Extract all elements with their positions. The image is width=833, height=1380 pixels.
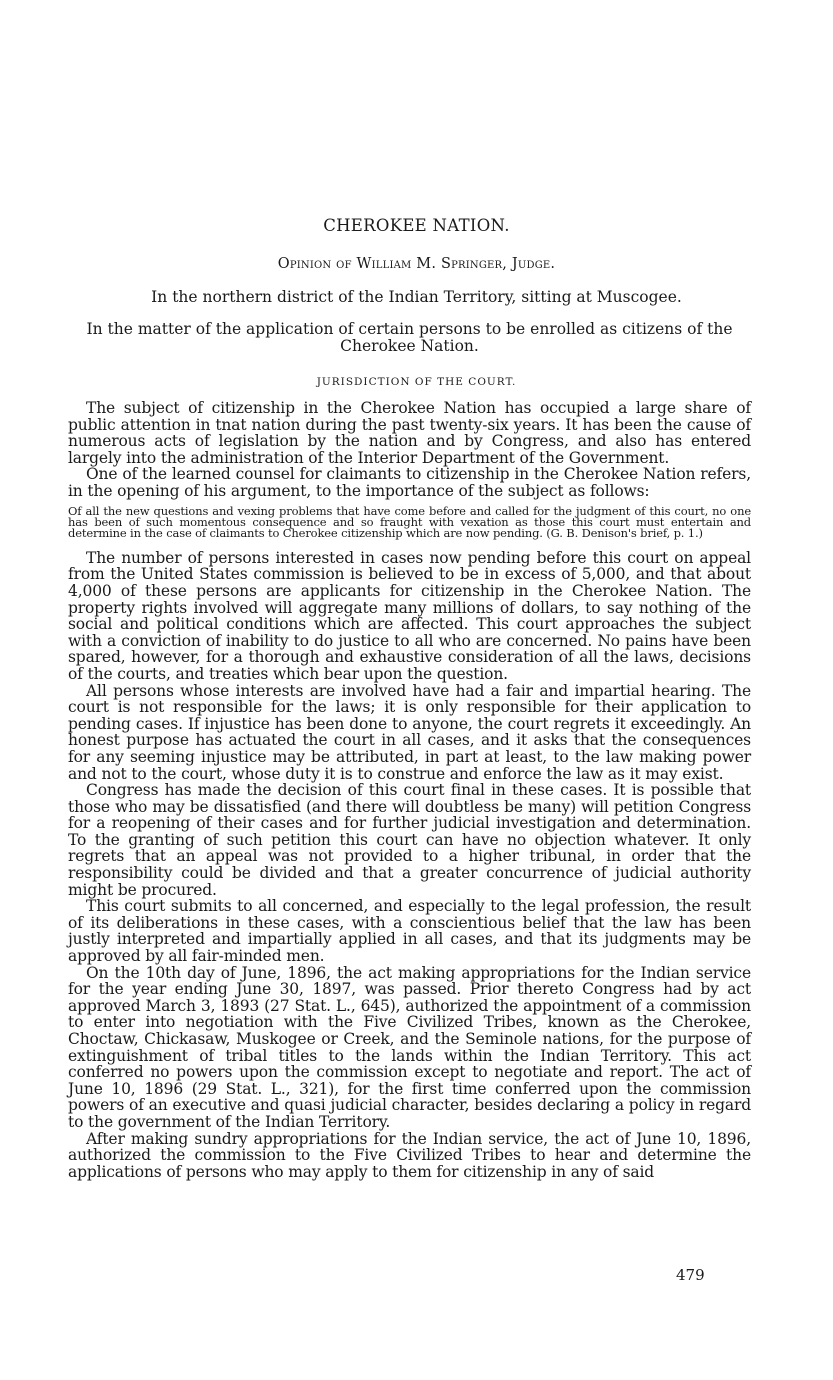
- paragraph-2: One of the learned counsel for claimants to citizenship in the Cherokee Nation refers, in the opening of his argument, to the importance of the subject as follows:: [68, 465, 751, 500]
- page-number: 479: [676, 1266, 705, 1284]
- block-quote: Of all the new questions and vexing problems that have come before and called for the judgment of this court, no one has been of such momentous consequence and so fraught with vexation as those this court must entertain and determine in the case of claimants to Cherokee citizenship which are now pending. (G. B. Denison's brief, p. 1.): [68, 503, 751, 541]
- paragraph-1: The subject of citizenship in the Cherokee Nation has occupied a large share of public attention in tnat nation during the past twenty-six years. It has been the cause of numerous acts of legislation by the nation and by Congress, and also has entered largely into the administration of the Interior Department of the Government.: [68, 399, 751, 467]
- section-heading: JURISDICTION OF THE COURT.: [316, 376, 517, 388]
- paragraph-6: This court submits to all concerned, and especially to the legal profession, the result of its deliberations in these cases, with a conscientious belief that the law has been justly interpreted and impartially applied in all cases, and that its judgments may be approved by all fair-minded men.: [68, 897, 751, 966]
- paragraph-7: On the 10th day of June, 1896, the act making appropriations for the Indian service for the year ending June 30, 1897, was passed. Prior thereto Congress had by act approved March 3, 1893 (27 Stat. L., 645), authorized the appointment of a commission to enter into negotiation with the Five Civilized Tribes, known as the Cherokee, Choctaw, Chickasaw, Muskogee or Creek, and the Seminole nations, for the purpose of extinguishment of tribal titles to the lands within the Indian Territory. This act conferred no powers upon the commission except to negotiate and report. The act of June 10, 1896 (29 Stat. L., 321), for the first time conferred upon the commission powers of an executive and quasi judicial character, besides declaring a policy in regard to the government of the Indian Territory.: [68, 963, 751, 1131]
- opinion-body: [68, 400, 751, 1180]
- case-matter: In the matter of the application of certain persons to be enrolled as citizens of the Cherokee Nation.: [86, 320, 733, 355]
- paragraph-4: All persons whose interests are involved have had a fair and impartial hearing. The court is not responsible for the laws; it is only responsible for their application to pending cases. If injustice has been done to anyone, the court regrets it exceedingly. An honest purpose has actuated the court in all cases, and it asks that the consequences for any seeming injustice may be attributed, in part at least, to the law making power and not to the court, whose duty it is to construe and enforce the law as it may exist.: [68, 681, 751, 783]
- court-district: In the northern district of the Indian Territory, sitting at Muscogee.: [151, 288, 682, 306]
- document-title: CHEROKEE NATION.: [323, 216, 510, 235]
- paragraph-3: The number of persons interested in cases now pending before this court on appeal from the United States commission is believed to be in excess of 5,000, and that about 4,000 of these persons are applicants for citizenship in the Cherokee Nation. The property rights involved will aggregate many millions of dollars, to say nothing of the social and political conditions which are affected. This court approaches the subject with a conviction of inability to do justice to all who are concerned. No pains have been spared, however, for a thorough and exhaustive consideration of all the laws, decisions of the courts, and treaties which bear upon the question.: [68, 548, 751, 683]
- opinion-byline: Opinion of William M. Springer, Judge.: [277, 256, 556, 272]
- paragraph-8: After making sundry appropriations for the Indian service, the act of June 10, 1896, authorized the commission to the Five Civilized Tribes to hear and determine the applications of persons who may apply to them for citizenship in any of said: [68, 1129, 751, 1181]
- paragraph-5: Congress has made the decision of this court final in these cases. It is possible that those who may be dissatisfied (and there will doubtless be many) will petition Congress for a reopening of their cases and for further judicial investigation and determination. To the granting of such petition this court can have no objection whatever. It only regrets that an appeal was not provided to a higher tribunal, in order that the responsibility could be divided and that a greater concurrence of judicial authority might be procured.: [68, 781, 751, 899]
